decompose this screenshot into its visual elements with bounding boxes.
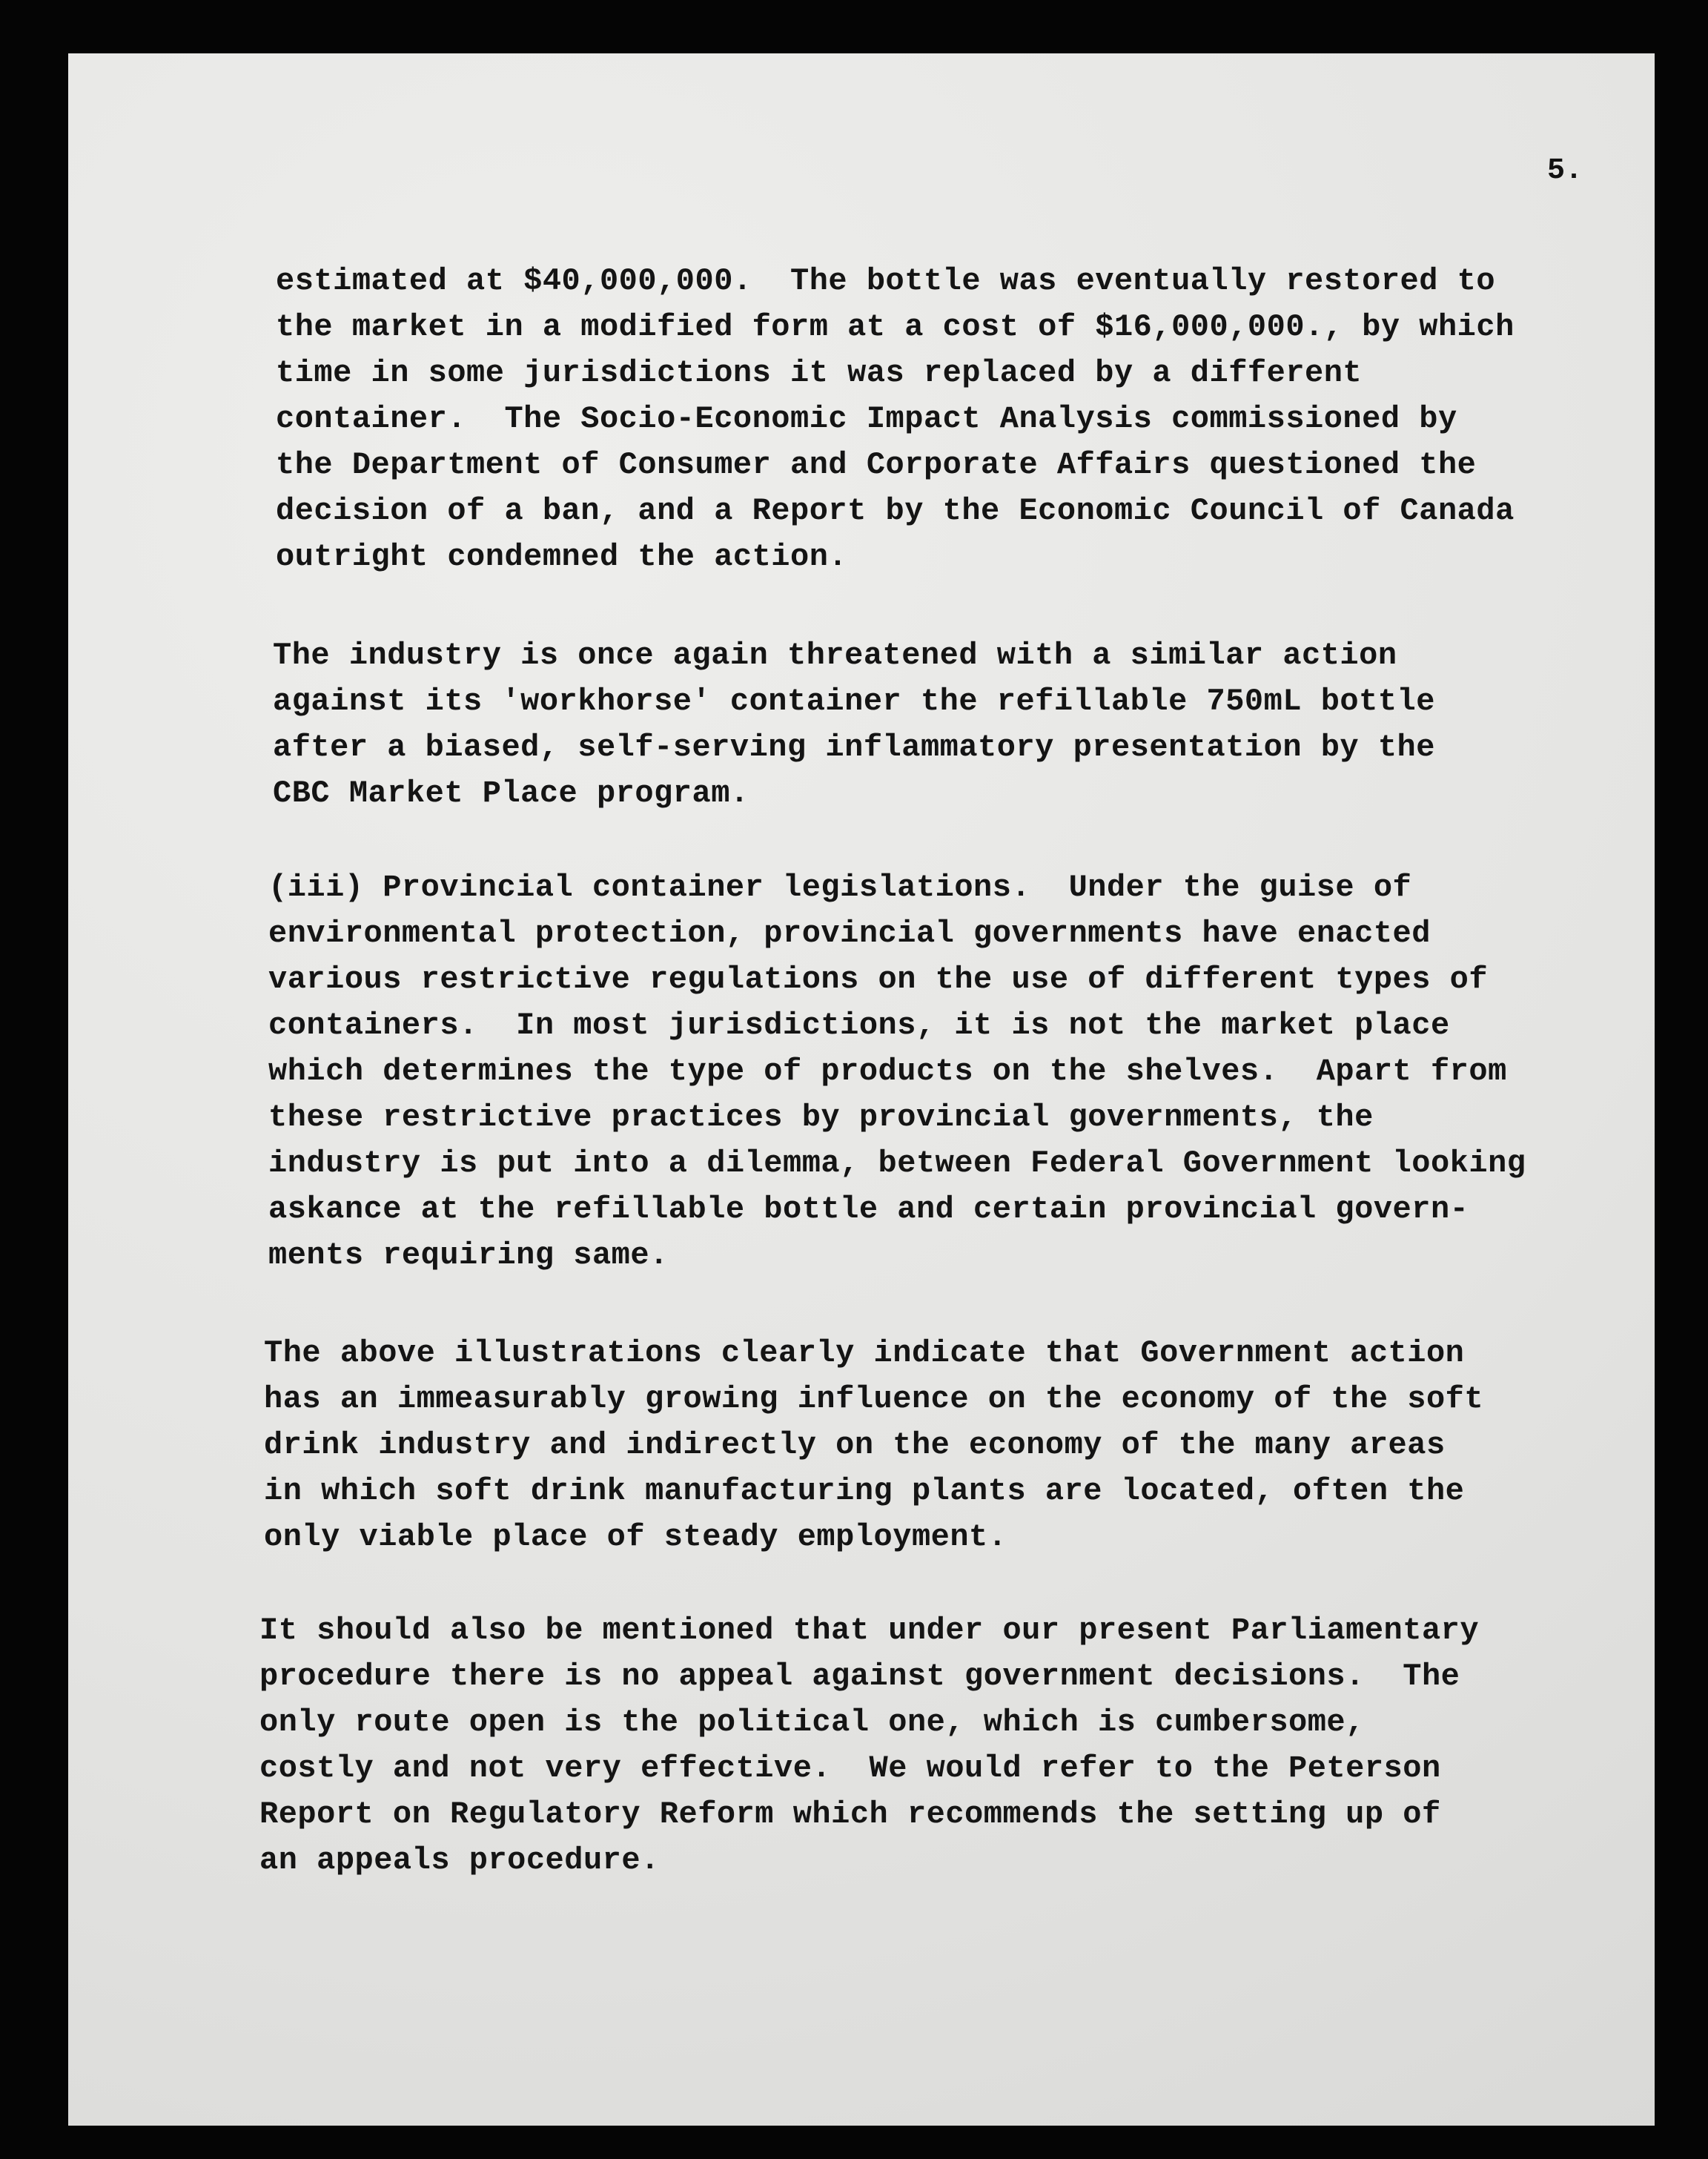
text-line: in which soft drink manufacturing plants are located, often the [264,1473,1465,1509]
text-line: environmental protection, provincial governments have enacted [268,916,1431,951]
text-line: an appeals procedure. [259,1842,660,1878]
text-line: only viable place of steady employment. [264,1519,1007,1555]
page-number: 5. [1547,154,1583,188]
text-line: container. The Socio-Economic Impact Analysis commissioned by [276,401,1457,437]
text-line: costly and not very effective. We would refer to the Peterson [259,1750,1441,1786]
text-line: ments requiring same. [268,1237,669,1273]
text-line: The industry is once again threatened with a similar action [273,638,1397,673]
text-line: the Department of Consumer and Corporate Affairs questioned the [276,447,1477,483]
text-line: time in some jurisdictions it was replaced by a different [276,355,1363,391]
text-line: only route open is the political one, which is cumbersome, [259,1705,1365,1740]
paragraph-5 [259,1607,1557,1883]
text-line: procedure there is no appeal against government decisions. The [259,1659,1460,1694]
text-line: these restrictive practices by provincial governments, the [268,1100,1374,1135]
text-line: It should also be mentioned that under our present Parliamentary [259,1613,1480,1648]
text-line: various restrictive regulations on the use of different types of [268,962,1489,997]
paragraph-4 [264,1330,1561,1560]
text-line: has an immeasurably growing influence on the economy of the soft [264,1381,1484,1417]
text-line: (iii) Provincial container legislations. Under the guise of [268,870,1412,905]
text-line: outright condemned the action. [276,539,848,575]
paragraph-2 [273,632,1570,816]
text-line: the market in a modified form at a cost of $16,000,000., by which [276,309,1515,345]
text-line: The above illustrations clearly indicate that Government action [264,1335,1465,1371]
text-line: askance at the refillable bottle and certain provincial govern- [268,1191,1469,1227]
text-line: estimated at $40,000,000. The bottle was eventually restored to [276,263,1496,299]
text-line: decision of a ban, and a Report by the Economic Council of Canada [276,493,1515,529]
text-line: which determines the type of products on the shelves. Apart from [268,1054,1507,1089]
paragraph-3 [268,864,1566,1278]
text-line: against its 'workhorse' container the refillable 750mL bottle [273,684,1435,719]
text-line: after a biased, self-serving inflammatory presentation by the [273,730,1435,765]
text-line: containers. In most jurisdictions, it is not the market place [268,1008,1450,1043]
text-line: CBC Market Place program. [273,776,749,811]
text-line: industry is put into a dilemma, between Federal Government looking [268,1145,1526,1181]
text-line: Report on Regulatory Reform which recommends the setting up of [259,1796,1441,1832]
text-line: drink industry and indirectly on the economy of the many areas [264,1427,1446,1463]
paragraph-1 [276,258,1573,580]
